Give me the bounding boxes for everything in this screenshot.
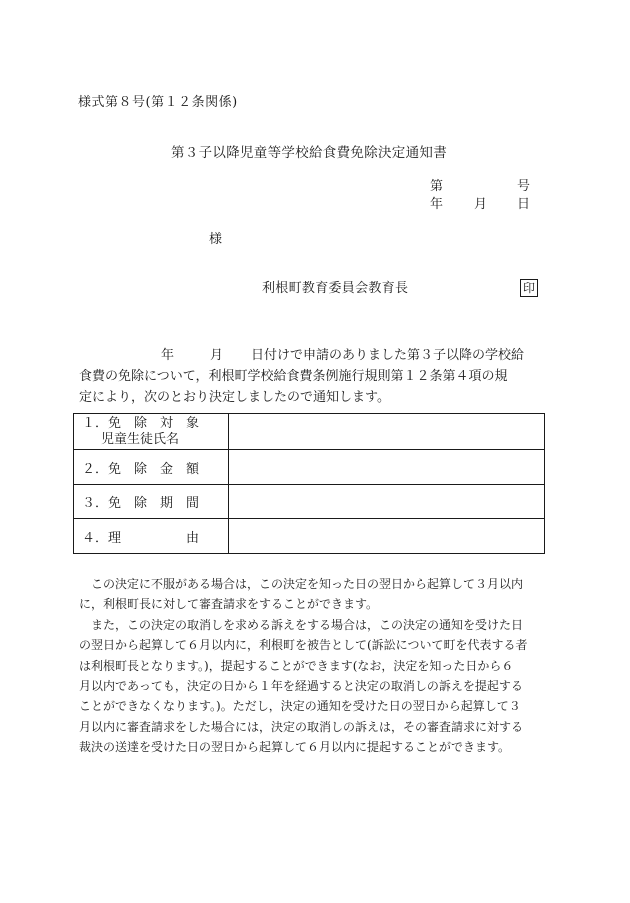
table-row [74,485,545,519]
row-label-target-student [74,414,229,450]
appeal-line: ことができなくなります。)。ただし，決定の通知を受けた日の翌日から起算して３ [79,699,521,714]
document-title: 第３子以降児童等学校給食費免除決定通知書 [171,145,447,161]
appeal-line: の翌日から起算して６月以内に，利根町を被告として(訴訟について町を代表する者 [79,638,528,653]
appeal-line: この決定に不服がある場合は，この決定を知った日の翌日から起算して３月以内 [79,577,524,591]
issuer-name: 利根町教育委員会教育長 [262,281,409,296]
table-row [74,414,545,450]
appeal-line: 月以内であっても，決定の日から１年を経過すると決定の取消しの訴えを提起する [79,678,523,693]
document-number-row [430,180,530,198]
value-cell-reason[interactable] [229,519,545,554]
appeal-line: 裁決の送達を受けた日の翌日から起算して６月以内に提起することができます。 [79,740,511,755]
doc-number-dai: 第 [430,179,444,194]
table-row [74,450,545,485]
table-row [74,519,545,554]
doc-date-day: 日 [517,197,531,212]
document-date-row [430,198,530,216]
seal-stamp-box: 印 [520,279,538,297]
appeal-line: また，この決定の取消しを求める訴えをする場合は，この決定の通知を受けた日 [79,617,524,632]
value-cell-exemption-amount[interactable] [229,450,545,485]
label-line: １．免 除 対 象 [82,415,200,431]
notice-line: 定により，次のとおり決定しましたので通知します。 [79,390,390,405]
value-cell-exemption-period[interactable] [229,485,545,519]
notice-line [79,345,559,366]
row-label-exemption-amount: ２．免 除 金 額 [74,450,229,485]
notice-paragraph [79,345,559,408]
appeal-line: 月以内に審査請求をした場合には，決定の取消しの訴えは，その審査請求に対する [79,719,524,734]
value-cell-target-student[interactable] [229,414,545,450]
row-label-reason: ４．理 由 [74,519,229,554]
doc-number-go: 号 [517,179,531,194]
doc-date-year: 年 [430,197,444,212]
document-number-block [430,180,530,216]
decision-details-table [73,413,545,554]
notice-text: 日付けで申請のありました第３子以降の学校給 [251,348,525,363]
doc-date-month: 月 [474,197,488,212]
notice-month: 月 [210,348,224,363]
addressee-honorific: 様 [209,232,223,247]
notice-line: 食費の免除について，利根町学校給食費条例施行規則第１２条第４項の規 [79,369,508,384]
label-line: 児童生徒氏名 [101,431,180,447]
form-number: 様式第８号(第１２条関係) [78,95,238,110]
row-label-exemption-period: ３．免 除 期 間 [74,485,229,519]
appeal-notice [79,574,559,758]
notice-year: 年 [161,348,175,363]
appeal-line: は利根町長となります。)，提起することができます(なお，決定を知った日から６ [79,658,514,673]
appeal-line: に，利根町長に対して審査請求をすることができます。 [79,597,379,612]
